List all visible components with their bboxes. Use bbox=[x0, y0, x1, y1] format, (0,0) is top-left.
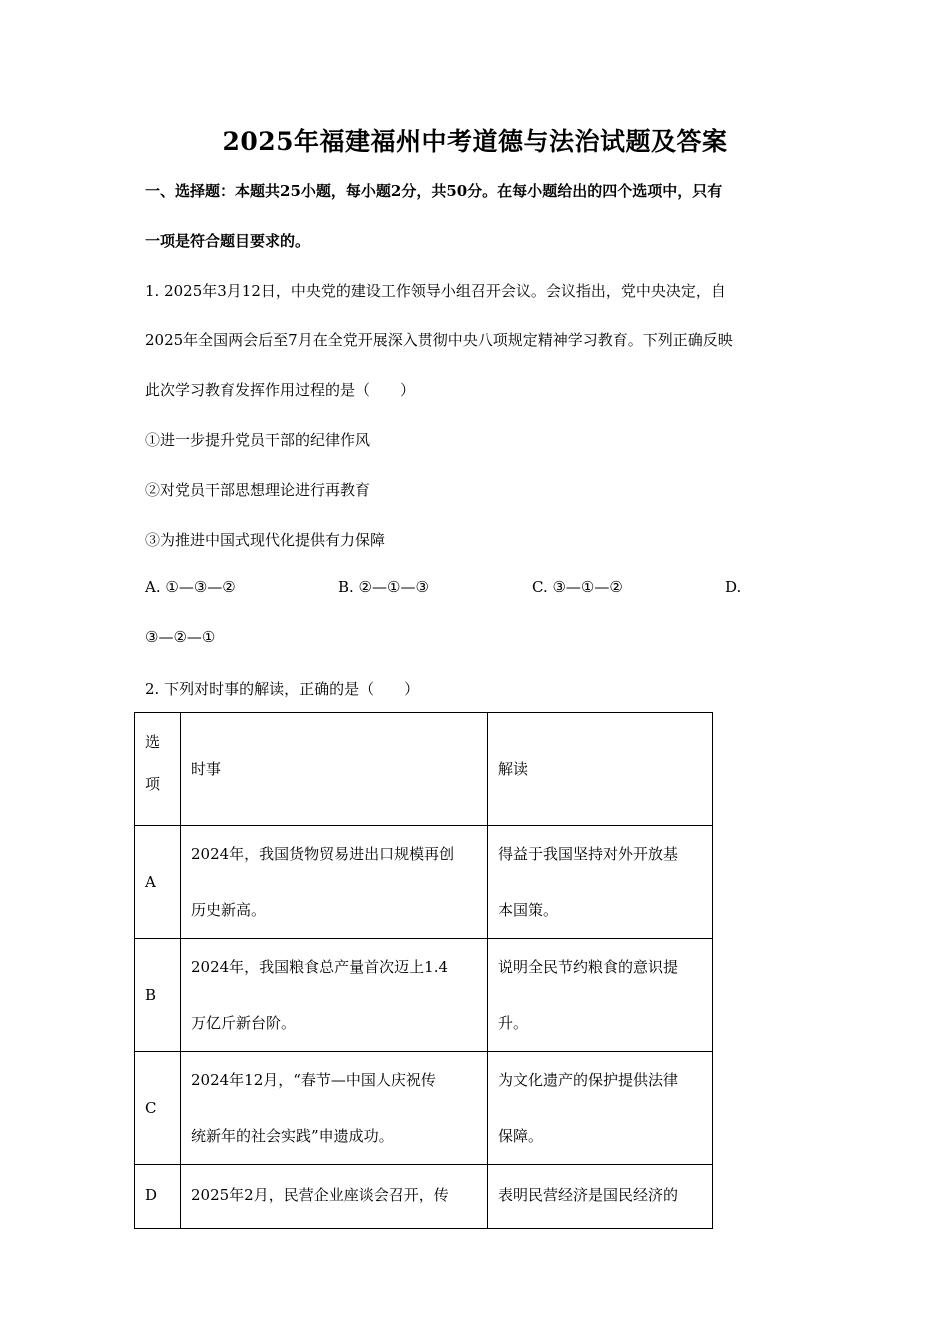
question-1-option-d-label: D. bbox=[725, 578, 742, 596]
event-cell bbox=[181, 1165, 488, 1229]
reading-line: 得益于我国坚持对外开放基 bbox=[498, 845, 679, 863]
reading-line: 保障。 bbox=[498, 1127, 544, 1145]
question-2-table bbox=[134, 712, 713, 1229]
reading-line: 说明全民节约粮食的意识提 bbox=[498, 958, 679, 976]
reading-line: 表明民营经济是国民经济的 bbox=[498, 1186, 679, 1204]
table-row bbox=[135, 939, 713, 1052]
event-line: 2024年12月，“春节—中国人庆祝传 bbox=[191, 1071, 436, 1089]
event-line: 2024年，我国粮食总产量首次迈上1.4 bbox=[191, 958, 449, 976]
question-2-stem: 2. 下列对时事的解读，正确的是（ ） bbox=[145, 680, 420, 698]
question-1-option-b: B. ②—①—③ bbox=[338, 578, 429, 596]
reading-line: 为文化遗产的保护提供法律 bbox=[498, 1071, 679, 1089]
section-heading-line-1: 一、选择题：本题共25小题，每小题2分，共50分。在每小题给出的四个选项中，只有 bbox=[145, 182, 723, 200]
event-line: 万亿斤新台阶。 bbox=[191, 1014, 297, 1032]
reading-cell bbox=[488, 1165, 713, 1229]
reading-cell bbox=[488, 826, 713, 939]
event-line: 统新年的社会实践”申遗成功。 bbox=[191, 1127, 394, 1145]
header-option-char-1: 选 bbox=[145, 732, 161, 751]
question-1-item-1: ①进一步提升党员干部的纪律作风 bbox=[145, 431, 371, 449]
event-cell bbox=[181, 939, 488, 1052]
table-row bbox=[135, 826, 713, 939]
option-cell: C bbox=[135, 1052, 181, 1165]
event-line: 2024年，我国货物贸易进出口规模再创 bbox=[191, 845, 455, 863]
question-1-item-2: ②对党员干部思想理论进行再教育 bbox=[145, 481, 371, 499]
question-1-item-3: ③为推进中国式现代化提供有力保障 bbox=[145, 531, 386, 549]
header-option-char-2: 项 bbox=[145, 774, 161, 793]
reading-cell bbox=[488, 939, 713, 1052]
section-heading-line-2: 一项是符合题目要求的。 bbox=[145, 232, 311, 250]
table-row bbox=[135, 1052, 713, 1165]
header-reading-cell: 解读 bbox=[488, 713, 713, 826]
table-header-row bbox=[135, 713, 713, 826]
option-cell: B bbox=[135, 939, 181, 1052]
header-event-cell: 时事 bbox=[181, 713, 488, 826]
option-cell: A bbox=[135, 826, 181, 939]
event-cell bbox=[181, 826, 488, 939]
table-row bbox=[135, 1165, 713, 1229]
header-option-cell bbox=[135, 713, 181, 826]
event-line: 2025年2月，民营企业座谈会召开，传 bbox=[191, 1186, 449, 1204]
option-cell: D bbox=[135, 1165, 181, 1229]
question-1-line-3: 此次学习教育发挥作用过程的是（ ） bbox=[145, 381, 416, 399]
reading-line: 升。 bbox=[498, 1014, 529, 1032]
reading-line: 本国策。 bbox=[498, 901, 559, 919]
question-1-line-1: 1. 2025年3月12日，中央党的建设工作领导小组召开会议。会议指出，党中央决定，自 bbox=[145, 282, 726, 300]
question-1-option-c: C. ③—①—② bbox=[532, 578, 623, 596]
event-line: 历史新高。 bbox=[191, 901, 267, 919]
question-1-line-2: 2025年全国两会后至7月在全党开展深入贯彻中央八项规定精神学习教育。下列正确反映 bbox=[145, 331, 733, 349]
question-1-option-d-value: ③—②—① bbox=[145, 628, 216, 646]
question-1-option-a: A. ①—③—② bbox=[145, 578, 236, 596]
page-title: 2025年福建福州中考道德与法治试题及答案 bbox=[222, 127, 728, 156]
reading-cell bbox=[488, 1052, 713, 1165]
event-cell bbox=[181, 1052, 488, 1165]
